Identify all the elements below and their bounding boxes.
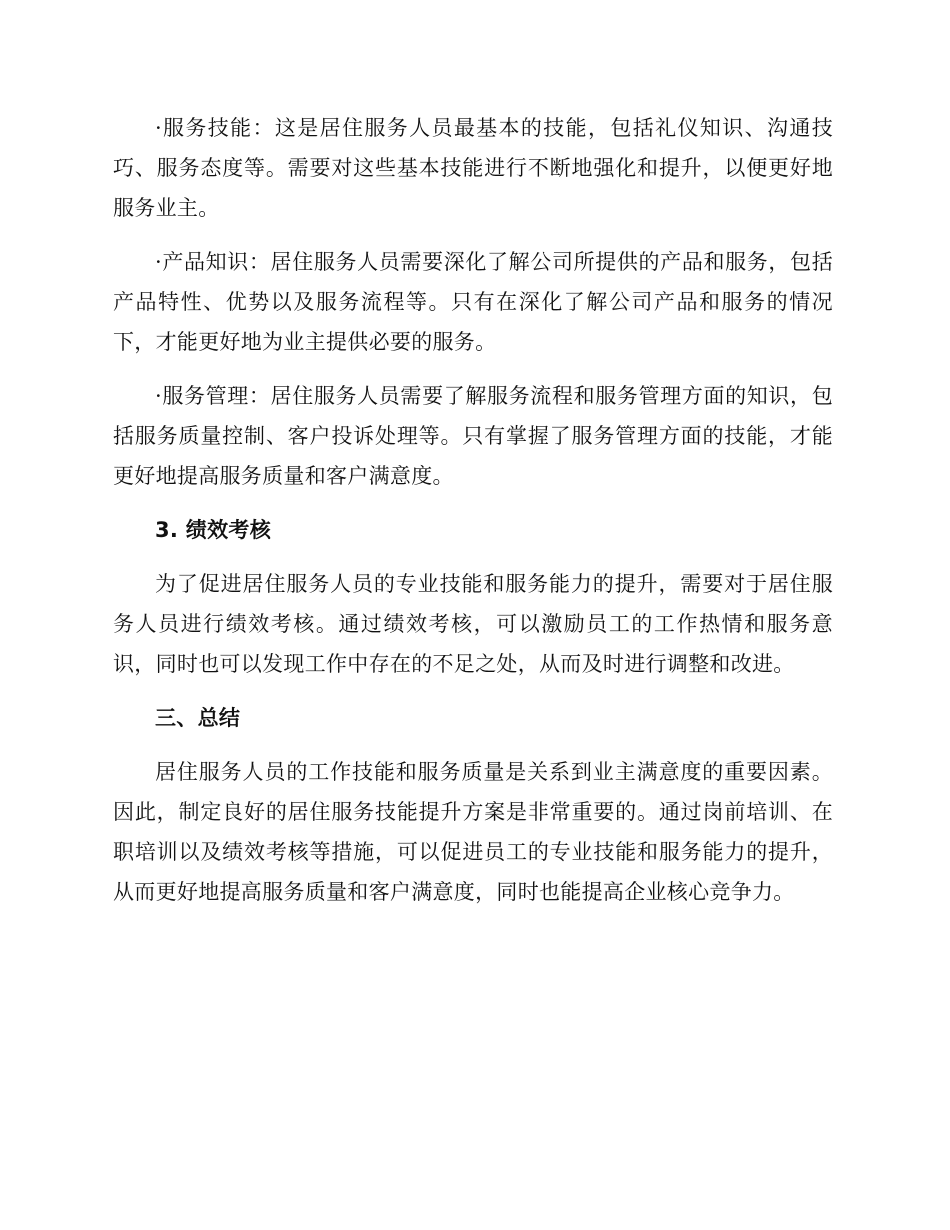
document-body xyxy=(113,108,833,926)
paragraph-product-knowledge: ·产品知识：居住服务人员需要深化了解公司所提供的产品和服务，包括产品特性、优势以及服务流程等。只有在深化了解公司产品和服务的情况下，才能更好地为业主提供必要的服务。 xyxy=(113,250,833,354)
paragraph-service-management: ·服务管理：居住服务人员需要了解服务流程和服务管理方面的知识，包括服务质量控制、客户投诉处理等。只有掌握了服务管理方面的技能，才能更好地提高服务质量和客户满意度。 xyxy=(113,384,833,488)
paragraph-summary: 居住服务人员的工作技能和服务质量是关系到业主满意度的重要因素。因此，制定良好的居住服务技能提升方案是非常重要的。通过岗前培训、在职培训以及绩效考核等措施，可以促进员工的专业技能和服务能力的提升，从而更好地提高服务质量和客户满意度，同时也能提高企业核心竞争力。 xyxy=(113,760,833,904)
section-heading-summary: 三、总结 xyxy=(155,706,241,730)
section-heading-performance: 3. 绩效考核 xyxy=(155,518,271,542)
paragraph-service-skills: ·服务技能：这是居住服务人员最基本的技能，包括礼仪知识、沟通技巧、服务态度等。需要对这些基本技能进行不断地强化和提升，以便更好地服务业主。 xyxy=(113,116,833,220)
paragraph-performance: 为了促进居住服务人员的专业技能和服务能力的提升，需要对于居住服务人员进行绩效考核。通过绩效考核，可以激励员工的工作热情和服务意识，同时也可以发现工作中存在的不足之处，从而及时进行调整和改进。 xyxy=(113,572,833,676)
